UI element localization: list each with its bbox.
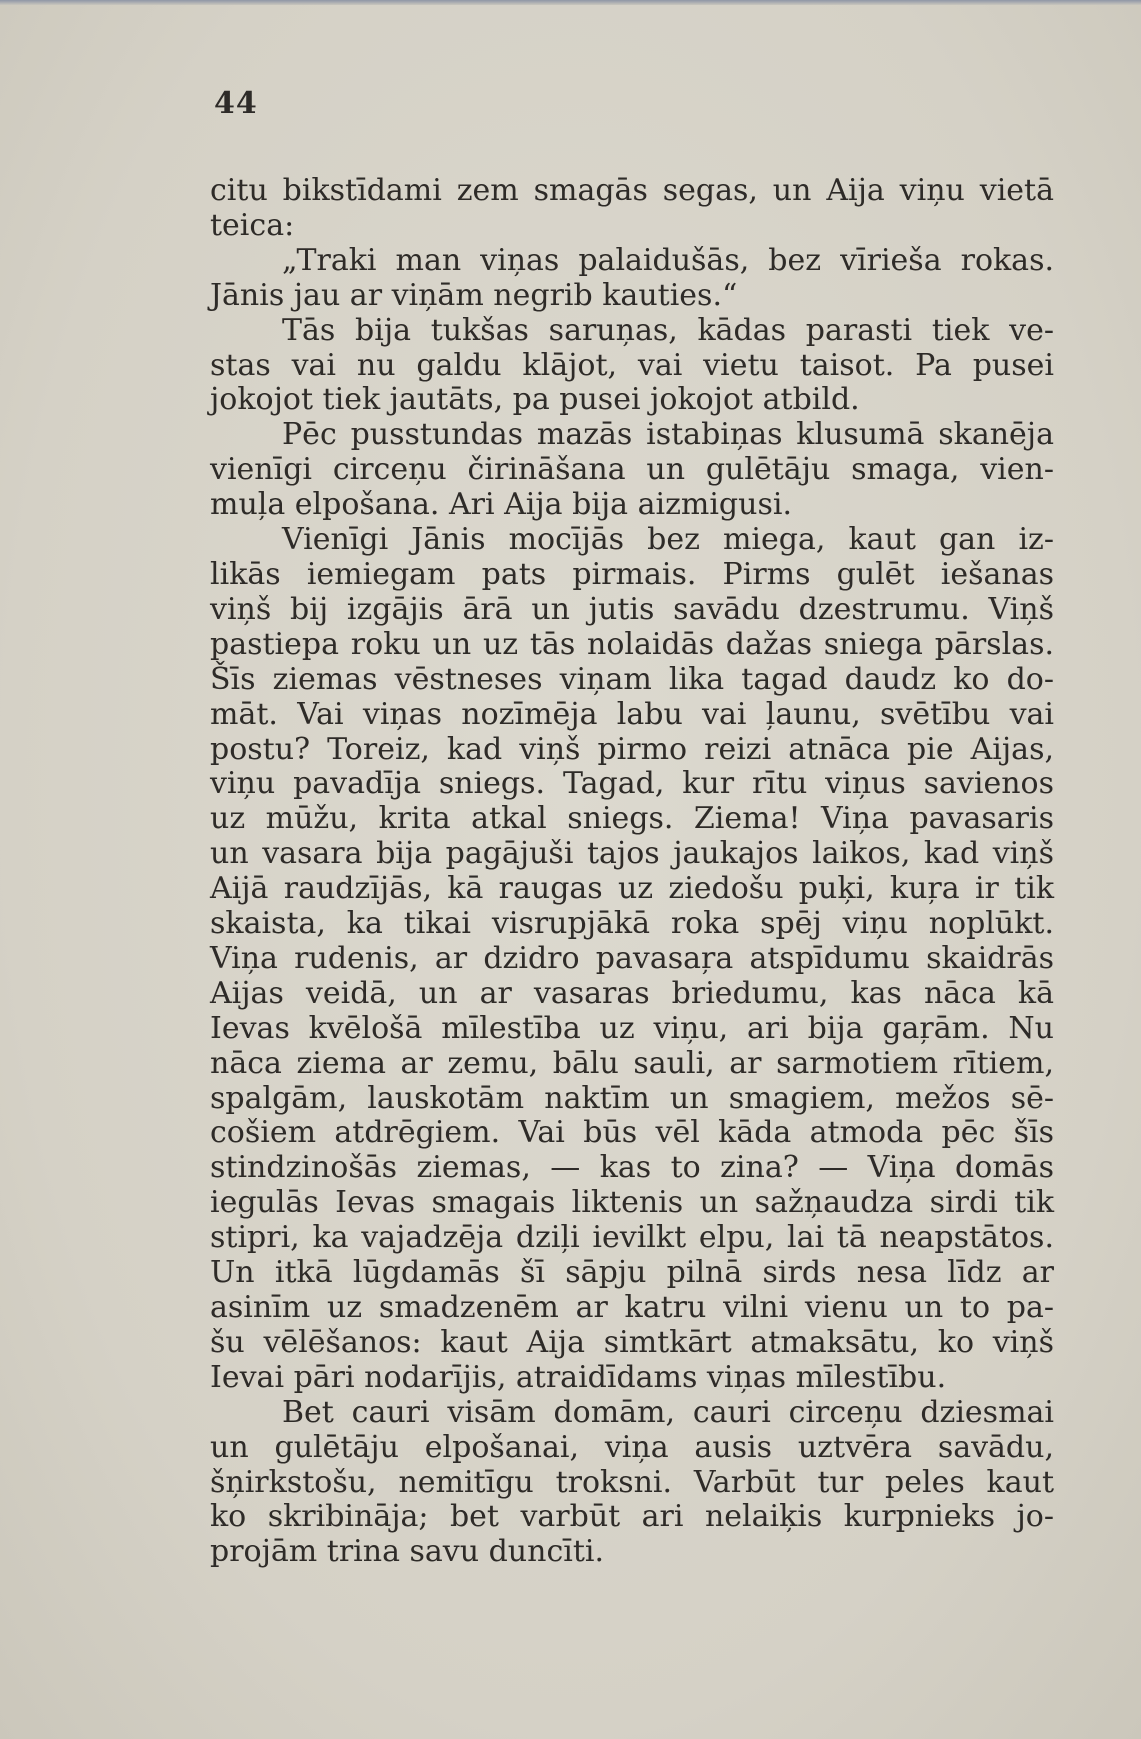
text-line: pastiepa roku un uz tās nolaidās dažas sniega pārslas. [210, 626, 1054, 662]
text-line: spalgām, lauskotām naktīm un smagiem, mežos sē- [210, 1080, 1054, 1116]
text-line: Un itkā lūgdamās šī sāpju pilnā sirds nesa līdz ar [210, 1255, 1054, 1291]
text-line: teica: [210, 207, 295, 243]
text-line: iegulās Ievas smagais liktenis un sažņaudza sirdi tik [210, 1185, 1054, 1221]
text-line: Vienīgi Jānis mocījās bez miega, kaut gan iz- [282, 522, 1054, 558]
text-line: šņirkstošu, nemitīgu troksni. Varbūt tur peles kaut [210, 1464, 1054, 1500]
text-line: stindzinošās ziemas, — kas to zina? — Viņa domās [210, 1150, 1054, 1186]
text-line: nāca ziema ar zemu, bālu sauli, ar sarmotiem rītiem, [210, 1045, 1054, 1081]
text-line: Aijā raudzījās, kā raugas uz ziedošu puķi, kuŗa ir tik [210, 871, 1054, 907]
page-top-edge [0, 0, 1141, 5]
text-line: asinīm uz smadzenēm ar katru vilni vienu un to pa- [210, 1290, 1054, 1325]
text-line: Pēc pusstundas mazās istabiņas klusumā skanēja [282, 417, 1054, 453]
text-line: stipri, ka vajadzēja dziļi ievilkt elpu, lai tā neapstātos. [210, 1220, 1054, 1256]
text-line: vienīgi circeņu čirināšana un gulētāju smaga, vien- [210, 452, 1054, 488]
text-line: jokojot tiek jautāts, pa pusei jokojot atbild. [210, 382, 860, 418]
text-line: uz mūžu, krita atkal sniegs. Ziema! Viņa pavasaris [210, 801, 1054, 837]
page-number: 44 [214, 86, 258, 121]
text-line: citu bikstīdami zem smagās segas, un Aija viņu vietā [210, 173, 1054, 208]
text-line: projām trina savu duncīti. [210, 1534, 605, 1570]
text-line: māt. Vai viņas nozīmēja labu vai ļaunu, svētību vai [210, 696, 1054, 732]
text-line: postu? Toreiz, kad viņš pirmo reizi atnāca pie Aijas, [210, 731, 1054, 767]
text-line: Bet cauri visām domām, cauri circeņu dziesmai [282, 1394, 1054, 1430]
text-line: muļa elpošana. Ari Aija bija aizmigusi. [210, 487, 792, 523]
text-line: ko skribināja; bet varbūt ari nelaiķis kurpnieks jo- [210, 1499, 1054, 1535]
text-line: Ievai pāri nodarījis, atraidīdams viņas mīlestību. [210, 1359, 947, 1395]
body-text [210, 174, 1054, 1570]
text-line: „Traki man viņas palaidušās, bez vīrieša rokas. [282, 242, 1054, 278]
text-line: skaista, ka tikai visrupjākā roka spēj viņu noplūkt. [210, 906, 1054, 942]
text-line: viņu pavadīja sniegs. Tagad, kur rītu viņus savienos [210, 766, 1054, 802]
text-line: Viņa rudenis, ar dzidro pavasaŗa atspīdumu skaidrās [210, 940, 1054, 976]
text-line: cošiem atdrēgiem. Vai būs vēl kāda atmoda pēc šīs [210, 1115, 1054, 1151]
text-line: Ievas kvēlošā mīlestība uz viņu, ari bija gaŗām. Nu [210, 1010, 1054, 1046]
text-line: stas vai nu galdu klājot, vai vietu taisot. Pa pusei [210, 347, 1054, 383]
text-line: Aijas veidā, un ar vasaras briedumu, kas nāca kā [210, 975, 1054, 1011]
text-line: viņš bij izgājis ārā un jutis savādu dzestrumu. Viņš [210, 591, 1054, 627]
text-line: Šīs ziemas vēstneses viņam lika tagad daudz ko do- [210, 661, 1054, 697]
text-line: likās iemiegam pats pirmais. Pirms gulēt iešanas [210, 556, 1054, 592]
text-line: un gulētāju elpošanai, viņa ausis uztvēra savādu, [210, 1429, 1054, 1465]
text-line: un vasara bija pagājuši tajos jaukajos laikos, kad viņš [210, 836, 1054, 872]
text-line: Tās bija tukšas saruņas, kādas parasti tiek ve- [282, 312, 1054, 348]
text-line: šu vēlēšanos: kaut Aija simtkārt atmaksātu, ko viņš [210, 1324, 1054, 1360]
text-line: Jānis jau ar viņām negrib kauties.“ [210, 277, 738, 313]
